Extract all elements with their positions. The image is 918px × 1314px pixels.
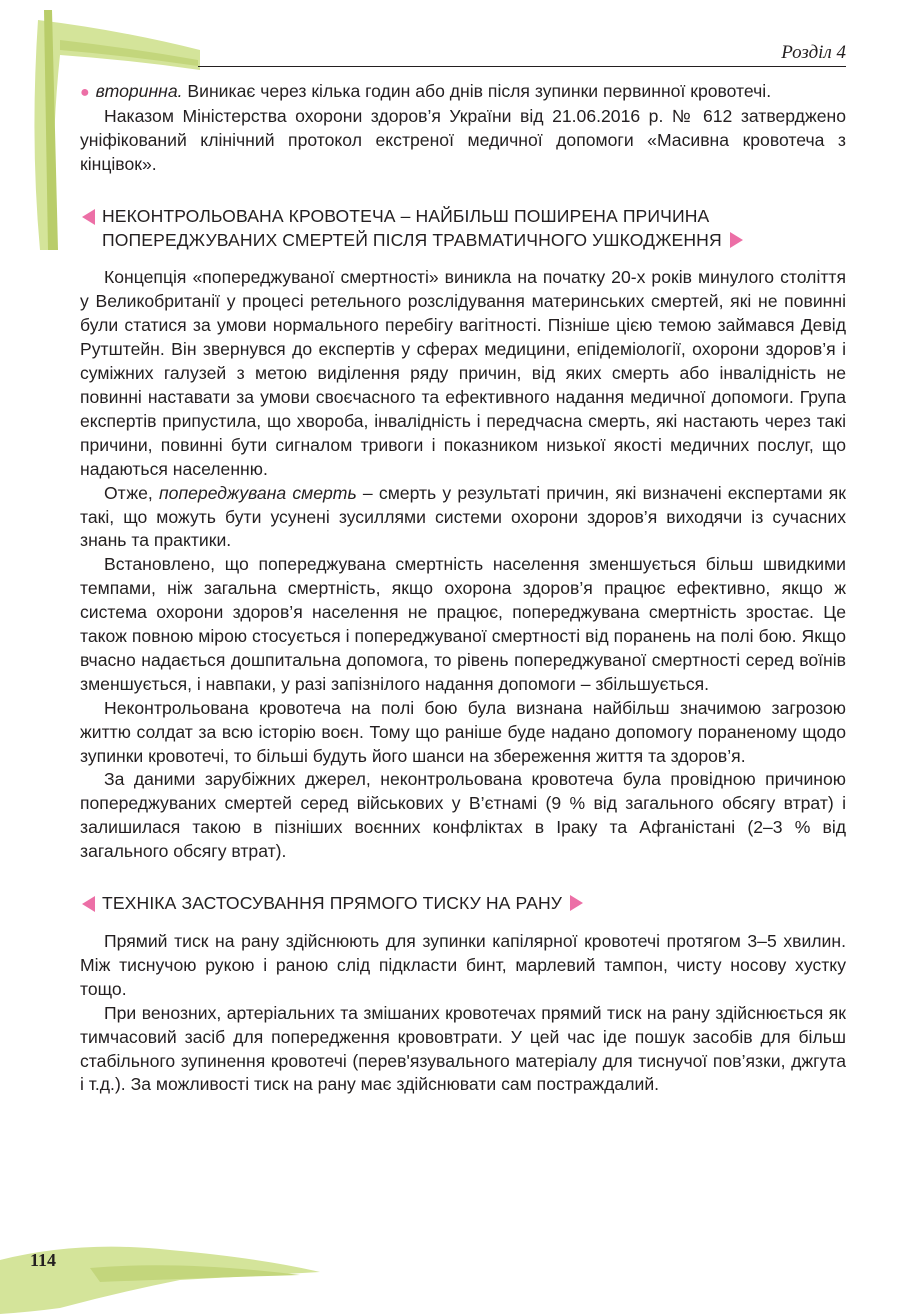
order-paragraph: Наказом Міністерства охорони здоров’я України від 21.06.2016 р. № 612 затверджено уніфікований клінічний протокол екстреної медичної допомоги «Масивна кровотеча з кінцівок». <box>80 105 846 174</box>
triangle-right-icon <box>570 895 583 911</box>
section-label: Розділ 4 <box>781 42 846 63</box>
paragraph-battlefield: Неконтрольована кровотеча на полі бою була визнана найбільш значимою загрозою життю солдат за всю історію воєн. Тому що раніше буде надано допомогу пораненому щодо зупинки кровотечі, то більші будуть його шанси на збереження життя та здоров’я. <box>80 697 846 766</box>
triangle-left-icon <box>82 896 95 912</box>
page-content <box>80 80 846 1097</box>
paragraph-sources: За даними зарубіжних джерел, неконтрольована кровотеча була провідною причиною попереджуваних смертей серед військових у В’єтнамі (9 % від загального обсягу втрат) і залишилася такою в пізніших воєнних конфліктах в Іраку та Афганістані (2–3 % від загального обсягу втрат). <box>80 769 846 862</box>
paragraph-direct-pressure: Прямий тиск на рану здійснюють для зупинки капілярної кровотечі протягом 3–5 хвилин. Між тиснучою рукою і раною слід підкласти бинт, марлевий тампон, чисту носову хустку тощо. <box>80 931 846 999</box>
page-number: 114 <box>30 1250 57 1270</box>
bullet-paragraph <box>80 80 846 105</box>
section-heading-direct-pressure: ТЕХНІКА ЗАСТОСУВАННЯ ПРЯМОГО ТИСКУ НА РАНУ <box>80 892 846 916</box>
heading-line-2: ПОПЕРЕДЖУВАНИХ СМЕРТЕЙ ПІСЛЯ ТРАВМАТИЧНОГО УШКОДЖЕННЯ <box>102 229 846 253</box>
paragraph-mortality: Встановлено, що попереджувана смертність населення зменшується більш швидкими темпами, ніж загальна смертність, якщо охорона здоров’я працює ефективно, якщо ж система охорони здоров’я населення не працює, попереджувана смертність зростає. Це також повною мірою стосується і попереджуваної смертності від поранень на полі бою. Якщо вчасно надається дошпитальна допомога, то рівень попереджуваної смертності серед воїнів зменшується, і навпаки, у разі запізнілого надання допомоги – збільшується. <box>80 554 846 694</box>
bullet-term: вторинна. <box>95 81 183 101</box>
defined-term: попереджувана смерть <box>158 482 357 503</box>
triangle-right-icon <box>730 232 743 248</box>
heading-line-1: НЕКОНТРОЛЬОВАНА КРОВОТЕЧА – НАЙБІЛЬШ ПОШИРЕНА ПРИЧИНА <box>102 205 710 226</box>
paragraph-definition: Отже, попереджувана смерть – смерть у результаті причин, які визначені експертами як такі, що можуть бути усунені зусиллями системи охорони здоров’я виходячи із сучасних знань та практики. <box>80 482 846 551</box>
bullet-text: Виникає через кілька годин або днів після зупинки первинної кровотечі. <box>182 81 772 101</box>
section-heading-uncontrolled-bleeding <box>80 205 846 253</box>
triangle-left-icon <box>82 209 95 225</box>
header-rule <box>198 66 846 67</box>
paragraph-venous-arterial: При венозних, артеріальних та змішаних кровотечах прямий тиск на рану здійснюється як тимчасовий засіб для попередження крововтрати. У цей час іде пошук засобів для більш стабільного зупинення кровотечі (перев'язувального матеріалу для тиснучої пов’язки, джгута і т.д.). За можливості тиск на рану має здійснювати сам постраждалий. <box>80 1002 846 1095</box>
paragraph-concept: Концепція «попереджуваної смертності» виникла на початку 20-х років минулого століття у Великобританії у процесі ретельного розслідування материнських смертей, які не повинні були статися за умови нормального перебігу вагітності. Пізніше цією темою займався Девід Рутштейн. Він звернувся до експертів у сферах медицини, епідеміології, охорони здоров’я і суміжних галузей з метою виділення ряду причин, від яких смерть або інвалідність не повинні наставати за умови своєчасного та ефективного надання медичної допомоги. Група експертів припустила, що хвороба, інвалідність і передчасна смерть, які настають через такі причини, повинні бути сигналом тривоги і показником низької якості медичних послуг, що надаються населенню. <box>80 267 846 479</box>
bullet-dot-icon: ● <box>80 84 90 101</box>
